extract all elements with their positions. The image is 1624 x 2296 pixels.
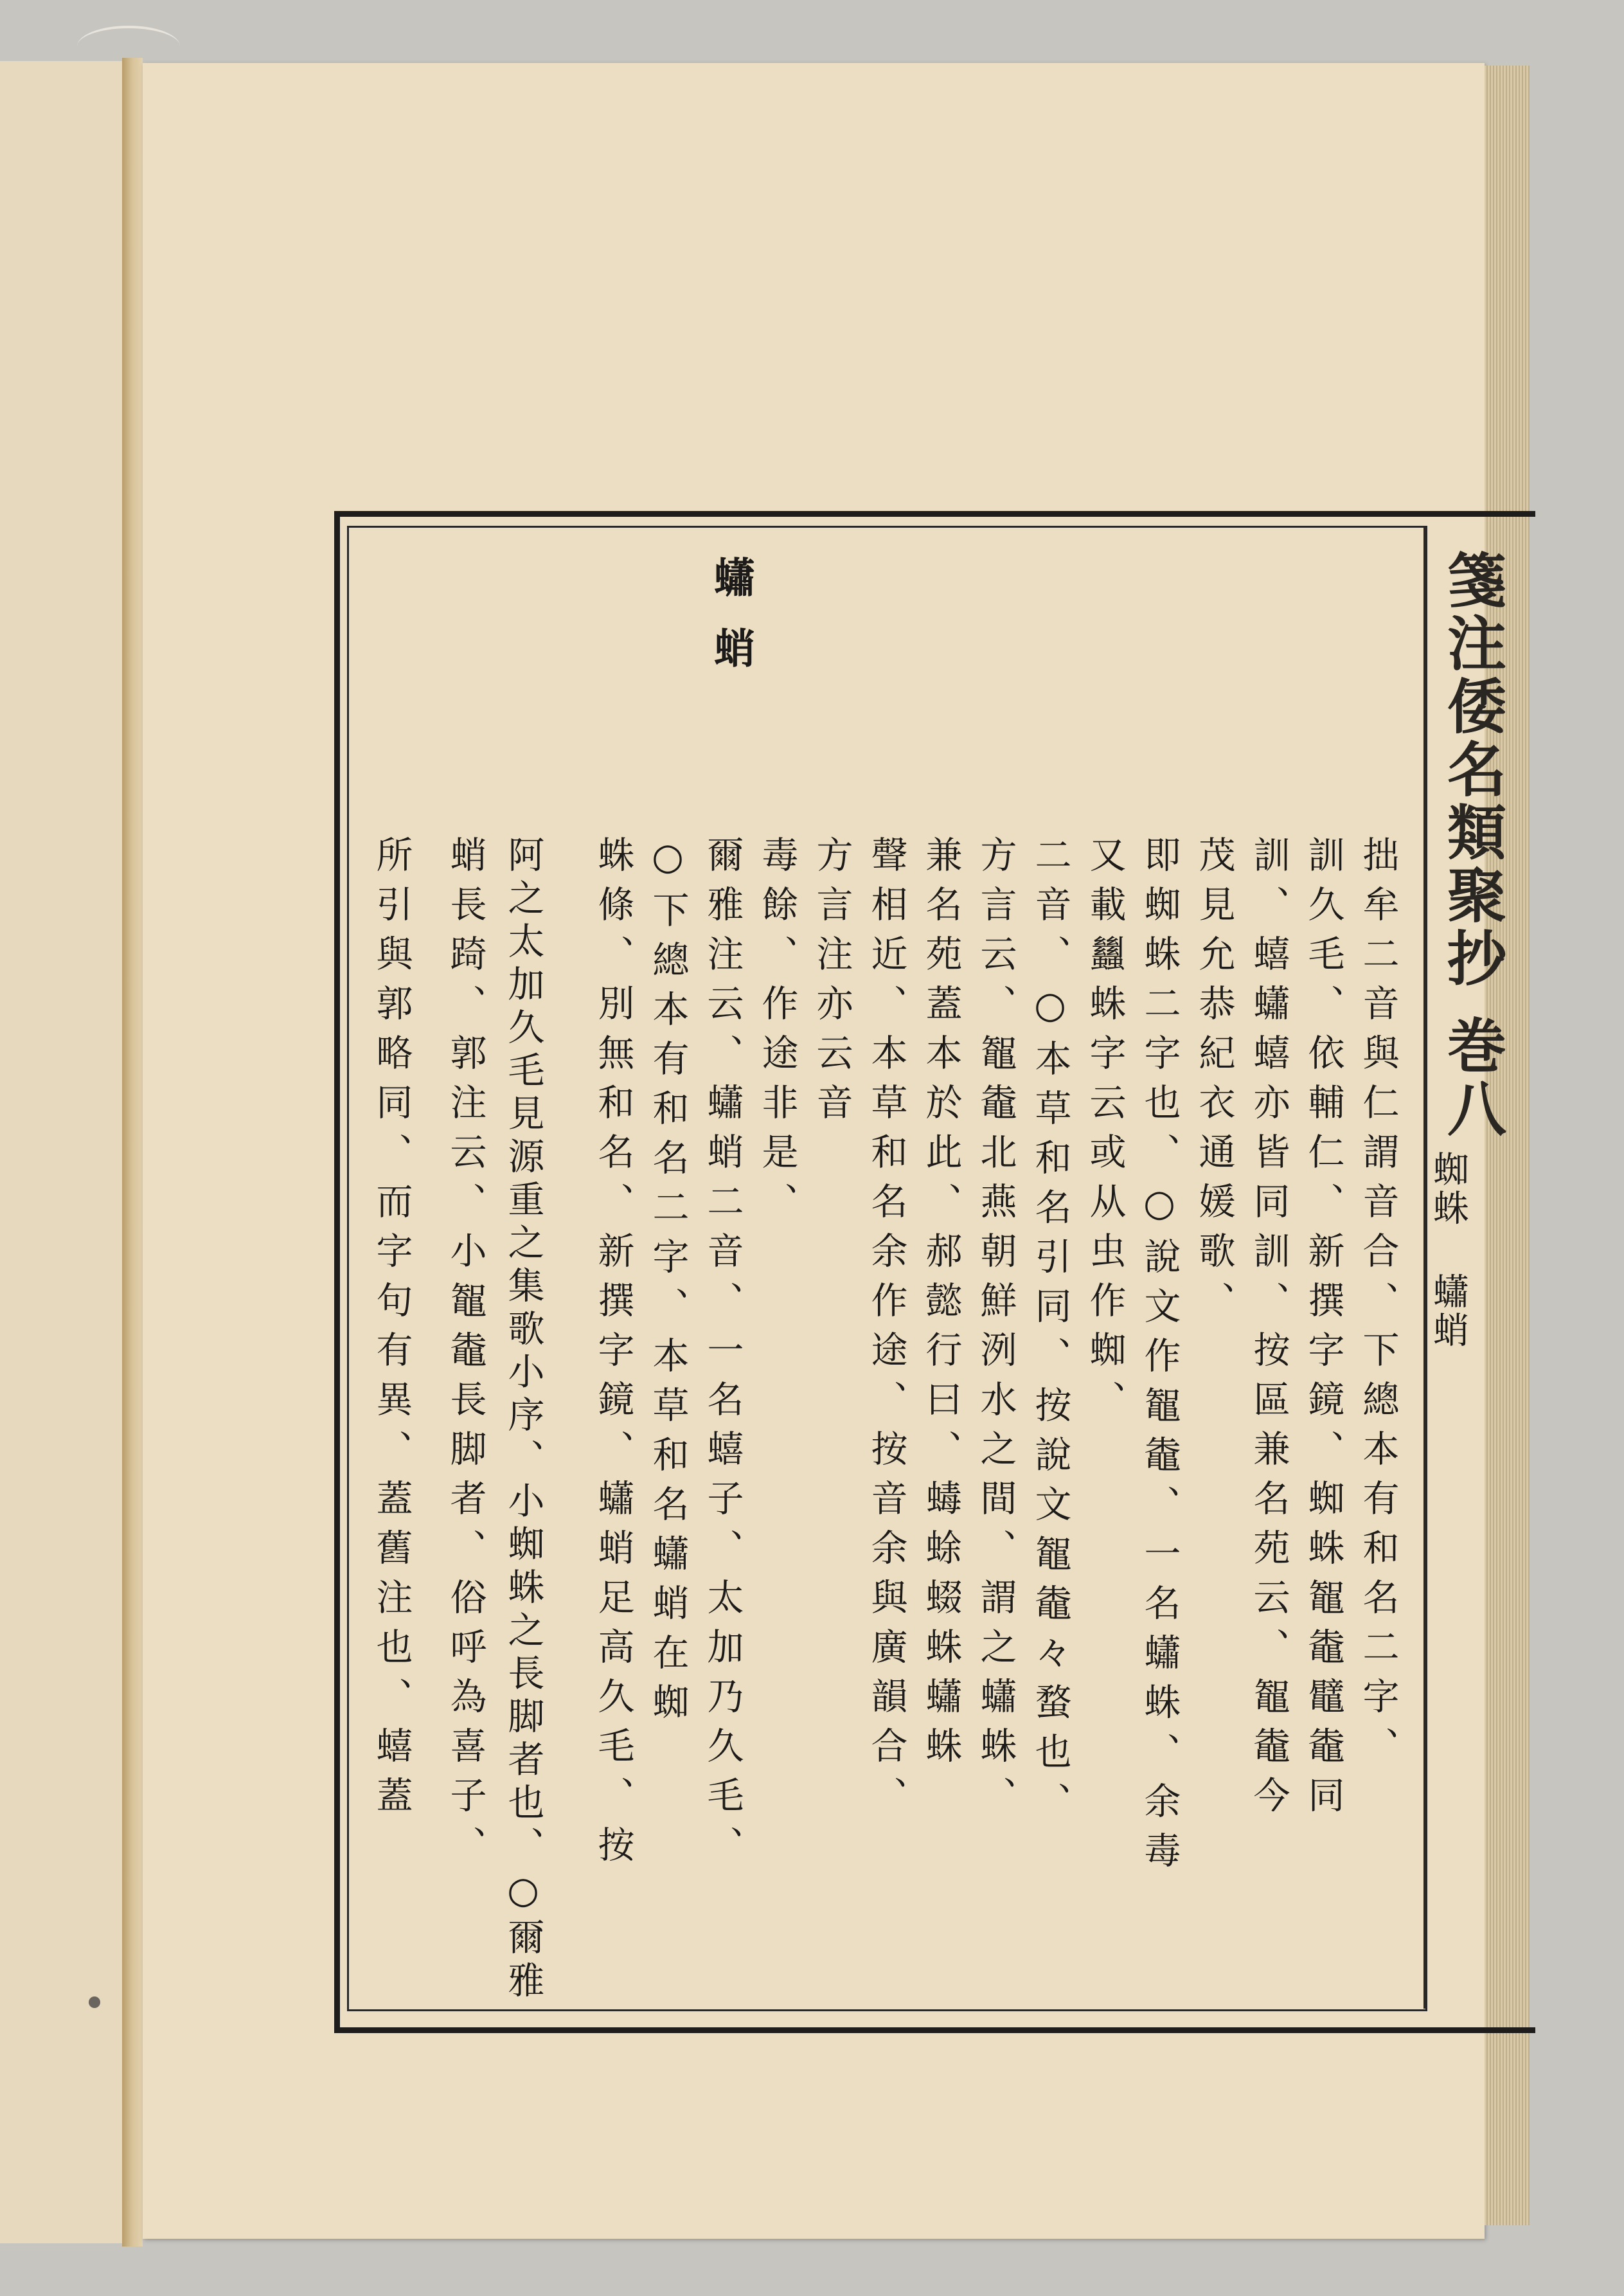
ink-spot: [89, 1996, 100, 2008]
body-column-15: 蛛條、別無和名、新撰字鏡、蠨蛸足高久毛、按: [592, 836, 634, 1875]
body-column-7: 二音、○本草和名引同、按說文鼅鼄々蝥也、: [1029, 836, 1071, 1831]
book-gutter: [122, 58, 143, 2247]
margin-section-spider: 蜘蛛: [1427, 1151, 1469, 1228]
margin-section-xiaoshao: 蠨蛸: [1427, 1273, 1469, 1350]
left-page-leaf: [0, 61, 124, 2243]
body-column-11: 方言注亦云音: [810, 836, 853, 1133]
margin-book-title: 箋注倭名類聚抄 巻八: [1438, 550, 1507, 1142]
body-column-14: ○下總本有和名二字、本草和名蠨蛸在蜘: [647, 836, 689, 1732]
body-column-17: 蛸長踦、郭注云、小鼅鼄長脚者、俗呼為喜子、: [444, 836, 486, 1875]
body-column-12: 毒餘、作途非是、: [756, 836, 798, 1232]
body-column-5: 即蜘蛛二字也、○說文作鼅鼄、一名蠨蛛、余毒: [1138, 836, 1181, 1881]
body-column-3: 訓、蟢蠨蟢亦皆同訓、按區兼名苑云、鼅鼄今: [1247, 836, 1290, 1825]
body-column-1: 拙牟二音與仁謂音合、下總本有和名二字、: [1357, 836, 1399, 1776]
entry-heading-char-1: 蠨: [707, 556, 755, 604]
body-column-8: 方言云、鼅鼄北燕朝鮮洌水之間、謂之蠨蛛、: [974, 836, 1017, 1825]
body-column-10: 聲相近、本草和名余作途、按音余與廣韻合、: [865, 836, 907, 1825]
body-column-2: 訓久毛、依輔仁、新撰字鏡、蜘蛛鼅鼄鼊鼄同: [1302, 836, 1344, 1825]
margin-rule: [1423, 526, 1425, 2009]
entry-heading-char-2: 蛸: [707, 627, 755, 674]
body-column-13: 爾雅注云、蠨蛸二音、一名蟢子、太加乃久毛、: [701, 836, 744, 1875]
body-column-18: 所引與郭略同、而字句有異、蓋舊注也、蟢蓋: [370, 836, 413, 1825]
body-column-9: 兼名苑蓋本於此、郝懿行曰、蝳蜍蝃蛛蠨蛛: [920, 836, 962, 1776]
body-column-6: 又載蠿蛛字云或从虫作蜘、: [1084, 836, 1126, 1430]
body-column-16: 阿之太加久毛見源重之集歌小序、小蜘蛛之長脚者也、○爾雅: [502, 836, 544, 2004]
body-column-4: 茂見允恭紀衣通媛歌、: [1193, 836, 1235, 1331]
